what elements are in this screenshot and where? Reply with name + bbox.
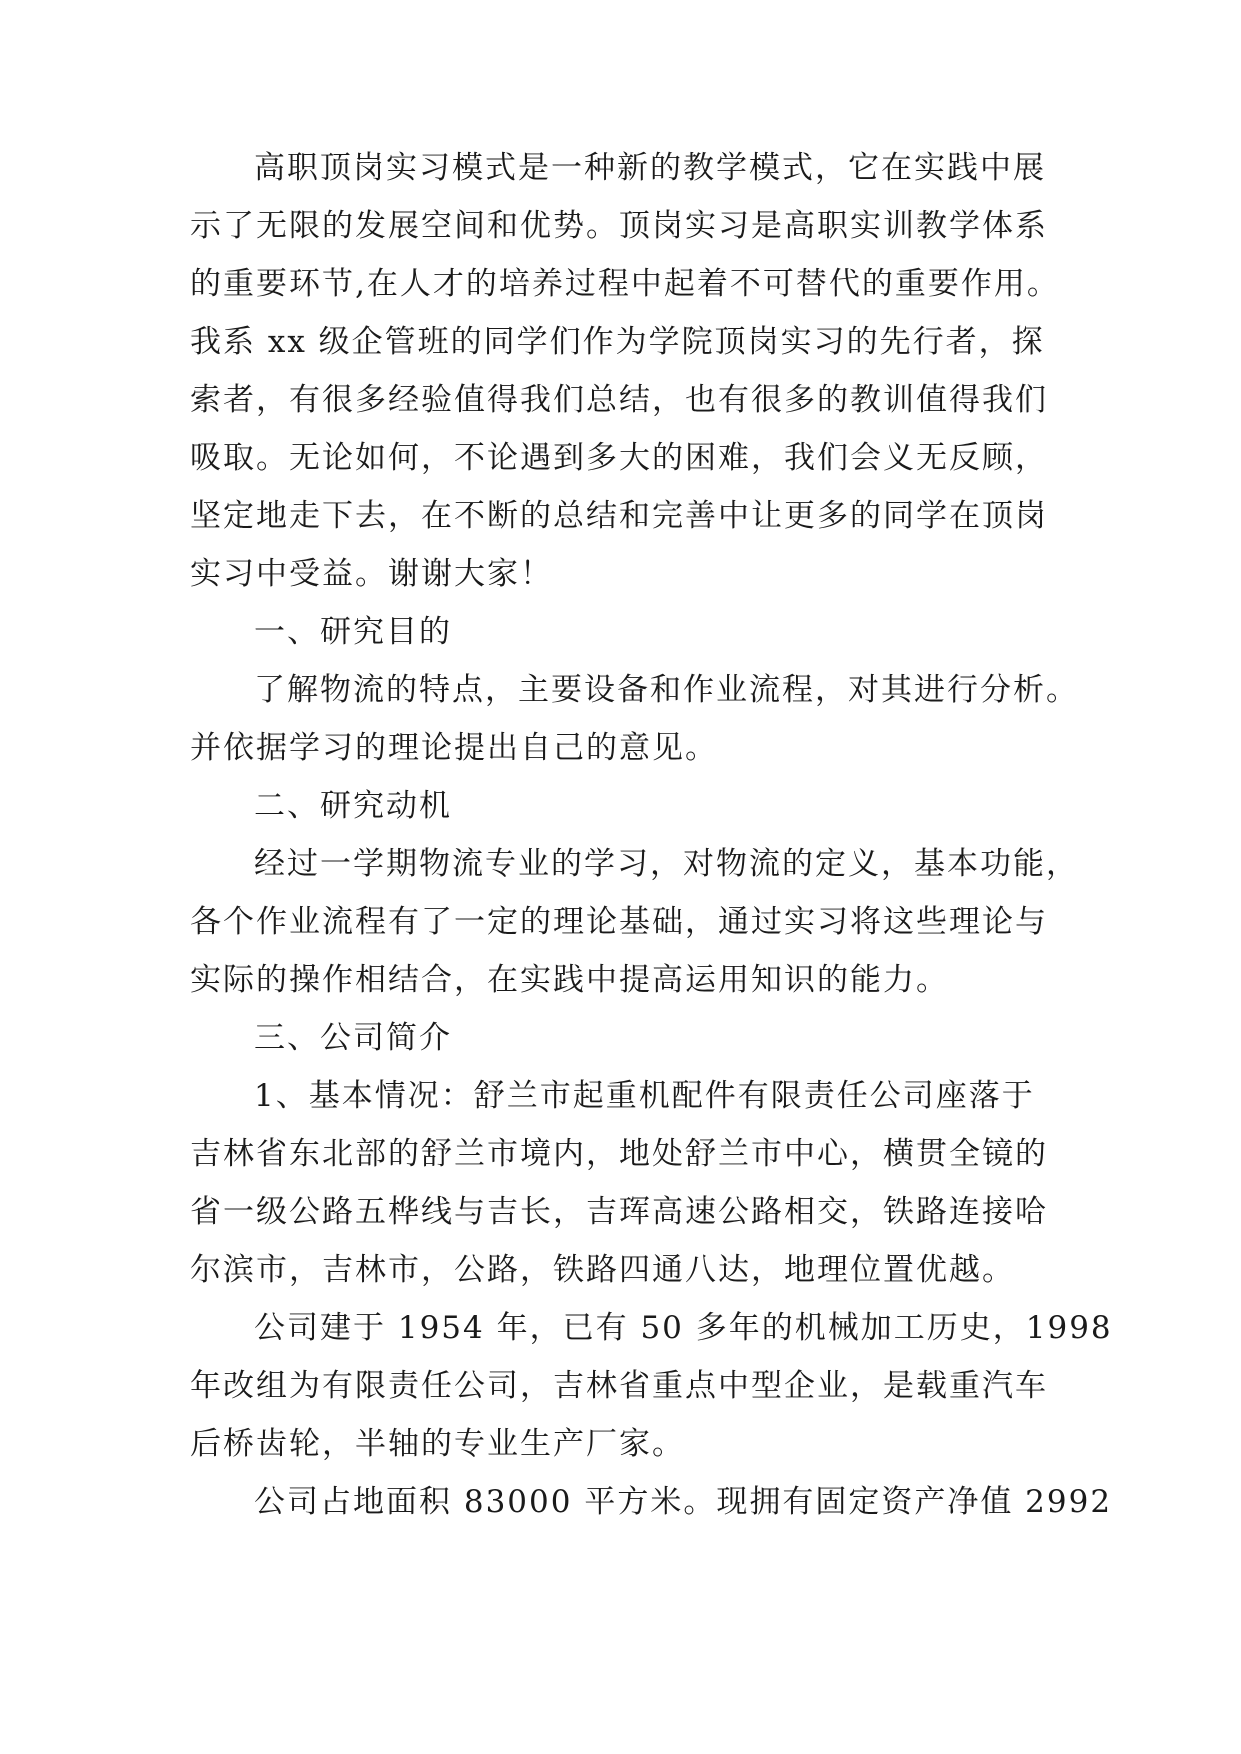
paragraph-line: 各个作业流程有了一定的理论基础，通过实习将这些理论与 [190,904,1048,940]
paragraph-line: 年改组为有限责任公司，吉林省重点中型企业，是载重汽车 [190,1368,1048,1404]
section-heading: 一、研究目的 [254,614,452,650]
paragraph-line: 吉林省东北部的舒兰市境内，地处舒兰市中心，横贯全镜的 [190,1136,1048,1172]
paragraph-line: 索者，有很多经验值得我们总结，也有很多的教训值得我们 [190,382,1048,418]
paragraph-line: 实际的操作相结合，在实践中提高运用知识的能力。 [190,962,949,998]
section-heading: 三、公司简介 [254,1020,452,1056]
paragraph-line: 省一级公路五桦线与吉长，吉珲高速公路相交，铁路连接哈 [190,1194,1048,1230]
paragraph-line: 示了无限的发展空间和优势。顶岗实习是高职实训教学体系 [190,208,1048,244]
paragraph-line: 1、基本情况：舒兰市起重机配件有限责任公司座落于 [254,1078,1035,1114]
section-heading: 二、研究动机 [254,788,452,824]
paragraph-line: 经过一学期物流专业的学习，对物流的定义，基本功能， [254,846,1079,882]
paragraph-line: 高职顶岗实习模式是一种新的教学模式，它在实践中展 [254,150,1046,186]
paragraph-line: 后桥齿轮，半轴的专业生产厂家。 [190,1426,685,1462]
paragraph-line: 的重要环节,在人才的培养过程中起着不可替代的重要作用。 [190,266,1060,302]
paragraph-line: 公司建于 1954 年，已有 50 多年的机械加工历史，1998 [254,1310,1113,1346]
paragraph-line: 坚定地走下去，在不断的总结和完善中让更多的同学在顶岗 [190,498,1048,534]
paragraph-line: 了解物流的特点，主要设备和作业流程，对其进行分析。 [254,672,1079,708]
paragraph-line: 并依据学习的理论提出自己的意见。 [190,730,718,766]
paragraph-line: 公司占地面积 83000 平方米。现拥有固定资产净值 2992 [254,1484,1113,1520]
paragraph-line: 我系 xx 级企管班的同学们作为学院顶岗实习的先行者，探 [190,324,1045,360]
paragraph-line: 尔滨市，吉林市，公路，铁路四通八达，地理位置优越。 [190,1252,1015,1288]
paragraph-line: 实习中受益。谢谢大家！ [190,556,553,592]
paragraph-line: 吸取。无论如何，不论遇到多大的困难，我们会义无反顾， [190,440,1048,476]
